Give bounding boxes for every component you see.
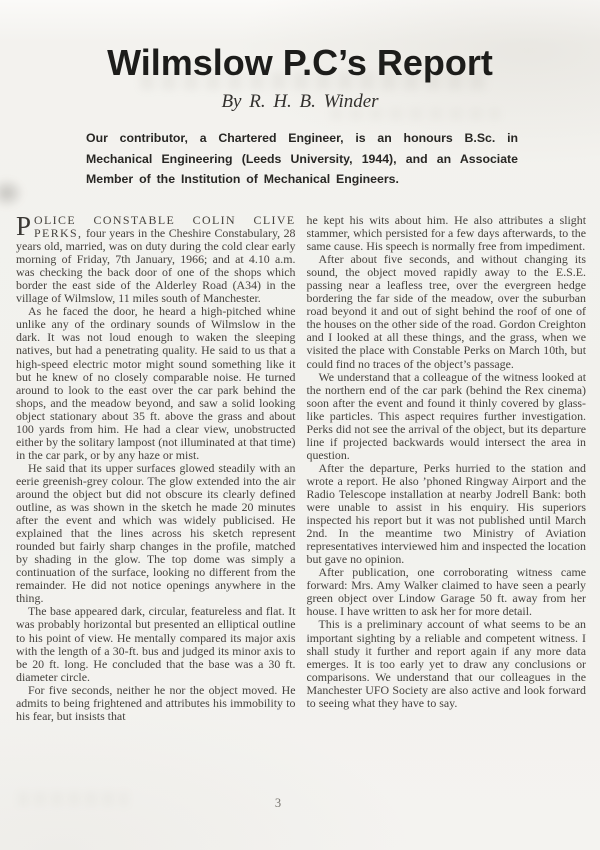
paragraph: For five seconds, neither he nor the object moved. He admits to being frightened and attributes his immobility to his fear, but insists that <box>16 682 296 723</box>
paragraph: As he faced the door, he heard a high-pitched whine unlike any of the ordinary sounds of Wilmslow in the dark. It was not loud enough to waken the sleeping natives, but had a penetrating quality. He said to us that a high-speed electric motor might sound something like it but he knew of no closely comparable noise. He turned around to look to the east over the car park behind the shops, and the meadow beyond, and saw a solid looking object stationary about 35 ft. above the grass and about 100 yards from him. He had a clear view, unobstructed either by the solitary lampost (not illuminated at that time) in the car park, or by any haze or mist. <box>16 304 296 462</box>
paragraph: After about five seconds, and without changing its sound, the object moved rapidly away to the E.S.E. passing near a leafless tree, over the evergreen hedge bordering the far side of the meadow, over the suburban road beyond it and out of sight behind the roof of one of the houses on the other side of the road. Gordon Creighton and I looked at all these things, and the grass, when we visited the place with Constable Perks on March 10th, but could find no traces of the object’s passage. <box>306 252 586 371</box>
scan-edge-smudge <box>0 178 24 208</box>
left-column <box>16 214 296 799</box>
article-title: Wilmslow P.C’s Report <box>107 42 493 83</box>
contributor-note: Our contributor, a Chartered Engineer, is an honours B.Sc. in Mechanical Engineering (Leeds University, 1944), and an Associate Member of the Institution of Mechanical Engineers. <box>86 131 518 186</box>
paragraph: After publication, one corroborating witness came forward: Mrs. Amy Walker claimed to have seen a pearly green object over Lindow Garage 50 ft. away from her house. I have written to ask her for more detail. <box>306 565 586 619</box>
article-body <box>16 214 586 799</box>
lead-in-caps: OLICE CONSTABLE COLIN CLIVE PERKS, <box>34 214 296 241</box>
paragraph: He said that its upper surfaces glowed steadily with an eerie greenish-grey colour. The glow extended into the air around the object but did not obscure its clearly defined outline, as was shown in the sketch he made 20 minutes after the event and which was widely publicised. He explained that the lines across his sketch represent rounded but fairly sharp changes in the profile, matched by shading in the glow. The top dome was simply a continuation of the surface, looking no different from the remainder. He did not notice openings anywhere in the thing. <box>16 460 296 606</box>
lead-paragraph-text: four years in the Cheshire Constabulary, 28 years old, married, was on duty during the cold clear early morning of Friday, 7th January, 1966; and at 4.10 a.m. was checking the back door of one of the shops which border the east side of the Alderley Road (A34) in the village of Wilmslow, 11 miles south of Manchester. <box>16 226 296 306</box>
byline: By R. H. B. Winder <box>221 91 379 112</box>
lead-paragraph <box>16 214 296 305</box>
right-column <box>307 214 587 799</box>
paragraph: After the departure, Perks hurried to the station and wrote a report. He also ’phoned Ringway Airport and the Radio Telescope installation at nearby Jodrell Bank: both were unable to assist in his enquiry. His superiors inspected his report but it was not published until March 2nd. In the meantime two Ministry of Aviation representatives interviewed him and inspected the location but gave no opinion. <box>306 460 586 567</box>
drop-cap: P <box>16 214 32 241</box>
paragraph: We understand that a colleague of the witness looked at the northern end of the car park (behind the Rex cinema) soon after the event and found it thinly covered by glass-like particles. This aspect requires further investigation. Perks did not see the arrival of the object, but its departure line if projected backwards would intersect the area in question. <box>306 369 586 462</box>
paragraph: This is a preliminary account of what seems to be an important sighting by a reliable and competent witness. I shall study it further and report again if any more data emerges. It is too early yet to draw any conclusions or comparisons. We understand that our colleagues in the Manchester UFO Society are also active and look forward to seeing what they have to say. <box>306 617 586 710</box>
page-number: 3 <box>274 796 282 810</box>
paragraph: he kept his wits about him. He also attributes a slight stammer, which persisted for a few days afterwards, to the same cause. His speech is normally free from impediment. <box>306 214 586 254</box>
paragraph: The base appeared dark, circular, featureless and flat. It was probably horizontal but presented an elliptical outline to his point of view. He mentally compared its major axis with the length of a 30-ft. bus and judged its minor axis to be 20 ft. long. He concluded that the base was a 30 ft. diameter circle. <box>16 604 296 684</box>
